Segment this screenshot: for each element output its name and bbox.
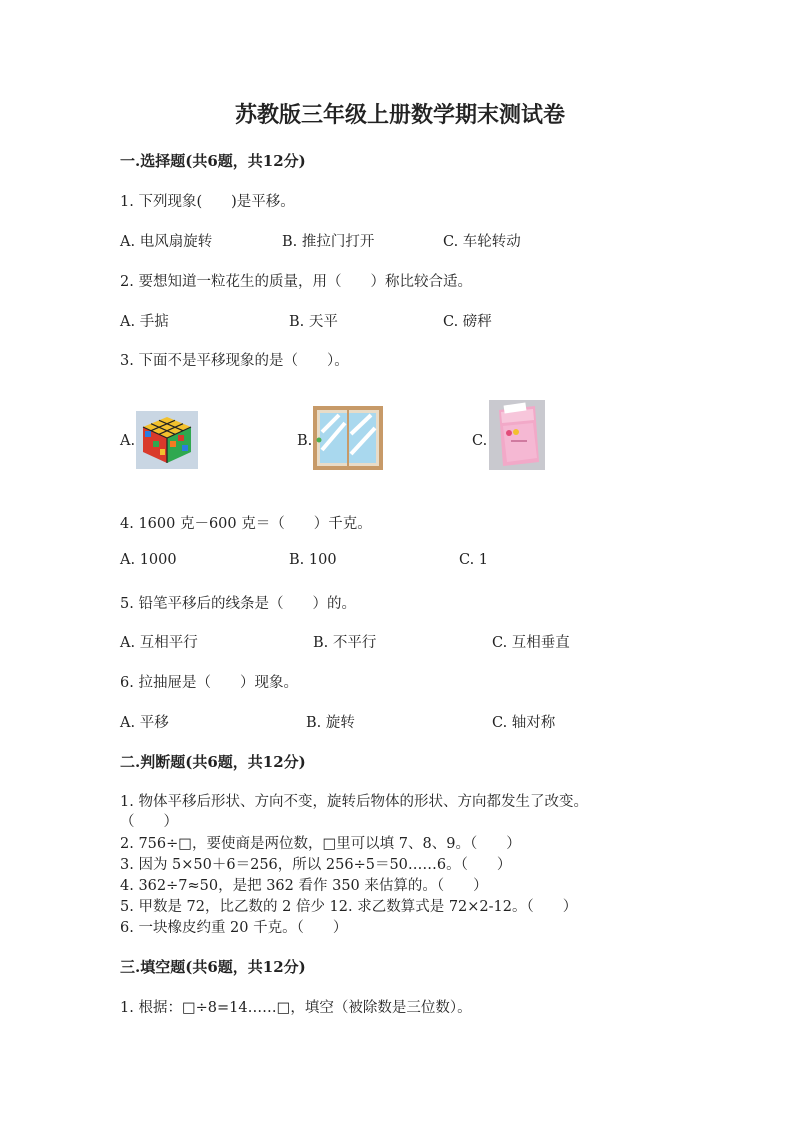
q4-option-b: B. 100 (289, 552, 337, 568)
section-heading-fill: 三.填空题(共6题，共12分) (120, 958, 306, 976)
question-1: 1. 下列现象( )是平移。 (120, 194, 295, 210)
q3-option-a: A. (120, 433, 136, 449)
section-heading-choice: 一.选择题(共6题，共12分) (120, 152, 306, 170)
fill-question-1: 1. 根据：□÷8=14……□，填空（被除数是三位数）。 (120, 1000, 472, 1016)
judge-line: （ ） (120, 814, 178, 830)
q4-option-a: A. 1000 (120, 552, 177, 568)
question-2: 2. 要想知道一粒花生的质量，用（ ）称比较合适。 (120, 274, 472, 290)
page-title: 苏教版三年级上册数学期末测试卷 (234, 102, 565, 128)
q5-option-a: A. 互相平行 (120, 635, 198, 651)
judge-line: 2. 756÷□，要使商是两位数，□里可以填 7、8、9。（ ） (120, 836, 521, 852)
q1-option-a: A. 电风扇旋转 (120, 234, 213, 250)
question-3: 3. 下面不是平移现象的是（ ）。 (120, 353, 349, 369)
q1-option-b: B. 推拉门打开 (282, 234, 375, 250)
sliding-window-image (313, 406, 383, 470)
q2-option-b: B. 天平 (289, 314, 338, 330)
q6-option-c: C. 轴对称 (492, 715, 556, 731)
q3-option-b: B. (297, 433, 313, 449)
judge-line: 5. 甲数是 72，比乙数的 2 倍少 12. 求乙数算式是 72×2-12。（ ） (120, 899, 578, 915)
question-6: 6. 拉抽屉是（ ）现象。 (120, 675, 298, 691)
q6-option-a: A. 平移 (120, 715, 169, 731)
q5-option-c: C. 互相垂直 (492, 635, 570, 651)
section-heading-judge: 二.判断题(共6题，共12分) (120, 753, 306, 771)
drawer-cabinet-image (489, 400, 545, 470)
rubiks-cube-image (136, 411, 198, 469)
q4-option-c: C. 1 (459, 552, 489, 568)
judge-line: 1. 物体平移后形状、方向不变，旋转后物体的形状、方向都发生了改变。 (120, 794, 588, 810)
judge-line: 4. 362÷7≈50，是把 362 看作 350 来估算的。（ ） (120, 878, 488, 894)
q2-option-c: C. 磅秤 (443, 314, 492, 330)
question-4: 4. 1600 克－600 克＝（ ）千克。 (120, 516, 372, 532)
q6-option-b: B. 旋转 (306, 715, 355, 731)
q2-option-a: A. 手掂 (120, 314, 169, 330)
judge-line: 3. 因为 5×50＋6＝256，所以 256÷5＝50……6。（ ） (120, 857, 512, 873)
judge-line: 6. 一块橡皮约重 20 千克。（ ） (120, 920, 348, 936)
q1-option-c: C. 车轮转动 (443, 234, 521, 250)
q5-option-b: B. 不平行 (313, 635, 377, 651)
question-5: 5. 铅笔平移后的线条是（ ）的。 (120, 596, 356, 612)
q3-option-c: C. (472, 433, 488, 449)
